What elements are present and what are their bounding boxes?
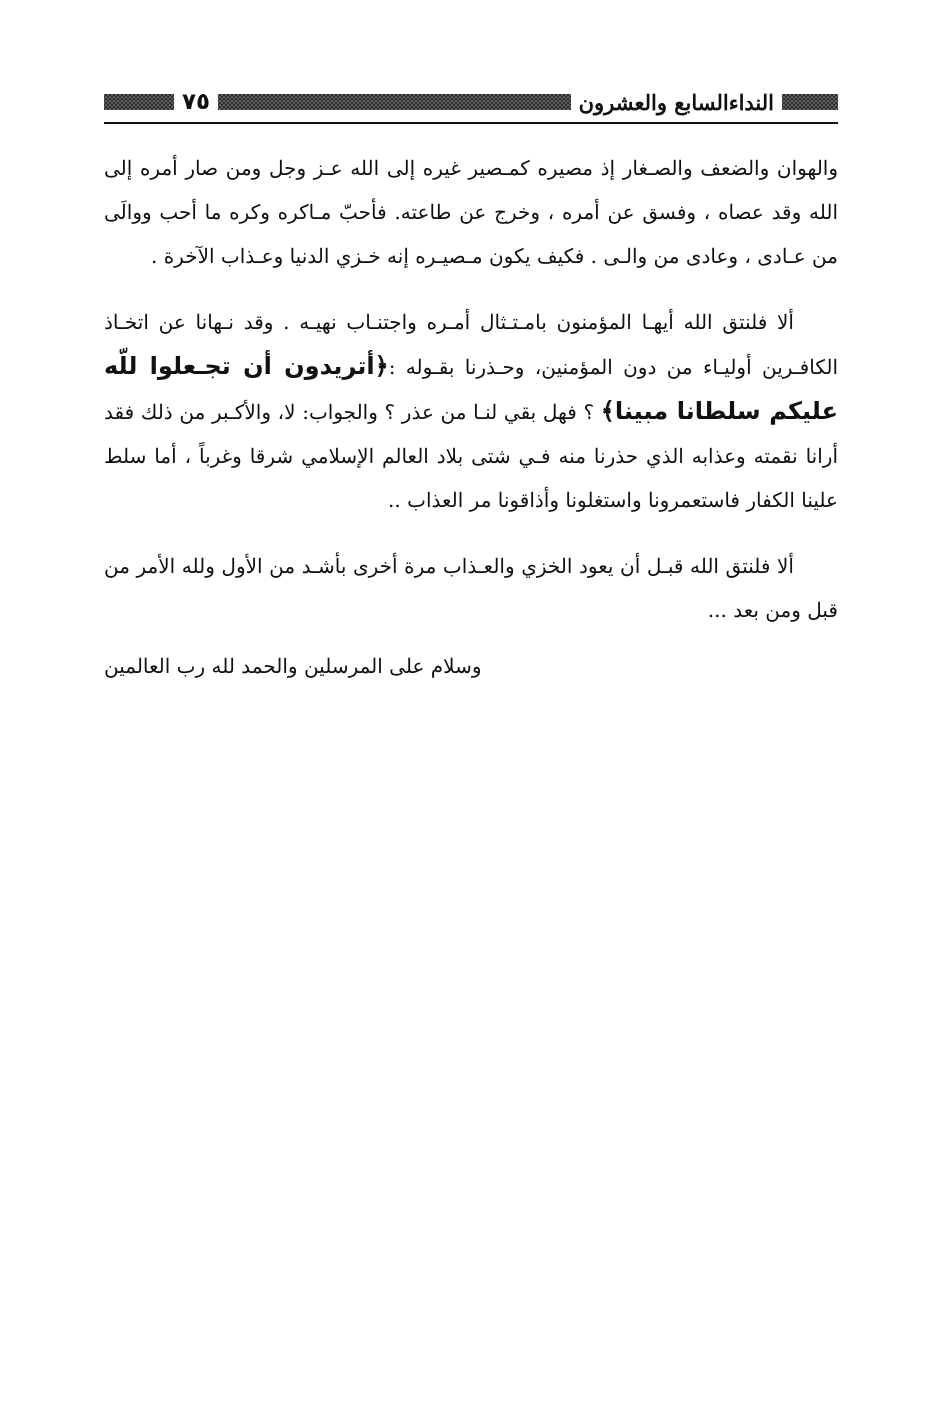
paragraph-2-text-end: ؟ فهل بقي لنـا من عذر ؟ والجواب: لا، والأكـبر من ذلك فقد أرانا نقمته وعذابه الذي حذرنا منه فـي شتى بلاد العالم الإسلامي شرقا وغرباً ، أما سلط علينا الكفار فاستعمرونا واستغلونا وأذاقونا مر العذاب .. (104, 400, 838, 512)
paragraph-2-text-start: ألا فلنتق الله أيهـا المؤمنون بامـتـثال أمـره واجتنـاب نهيـه . وقد نـهانا عن اتخـاذ الكافـرين أوليـاء من دون المؤمنين، وحـذرنا بقـوله : (104, 310, 839, 379)
quran-verse: ﴿أتريدون أن تجـعلوا للّه عليكم سلطانا مبينا﴾ (104, 352, 838, 425)
page-number: ٧٥ (182, 88, 211, 115)
header-divider (104, 122, 838, 124)
header-ornament-left (104, 94, 174, 110)
paragraph-3: ألا فلنتق الله قبـل أن يعود الخزي والعـذاب مرة أخرى بأشـد من الأول ولله الأمر من قبل ومن بعد ... (104, 554, 838, 622)
header-ornament-right (782, 94, 838, 110)
paragraph-1: والهوان والضعف والصـغار إذ مصيره كمـصير غيره إلى الله عـز وجل ومن صار أمره إلى الله وقد عصاه ، وفسق عن أمره ، وخرج عن طاعته. فأحبّ مـاكره وكره ما أحب ووالَى من عـادى ، وعادى من والـى . فكيف يكون مـصيـره إنه خـزي الدنيا وعـذاب الآخرة . (104, 156, 838, 268)
chapter-title: النداءالسابع والعشرون (578, 89, 774, 115)
paragraph-2 (104, 300, 838, 522)
header-ornament-middle (218, 94, 571, 110)
running-header (104, 84, 838, 120)
page-body (104, 146, 838, 654)
closing-line (104, 646, 838, 686)
closing-text: وسلام على المرسلين والحمد لله رب العالمين (104, 654, 482, 678)
